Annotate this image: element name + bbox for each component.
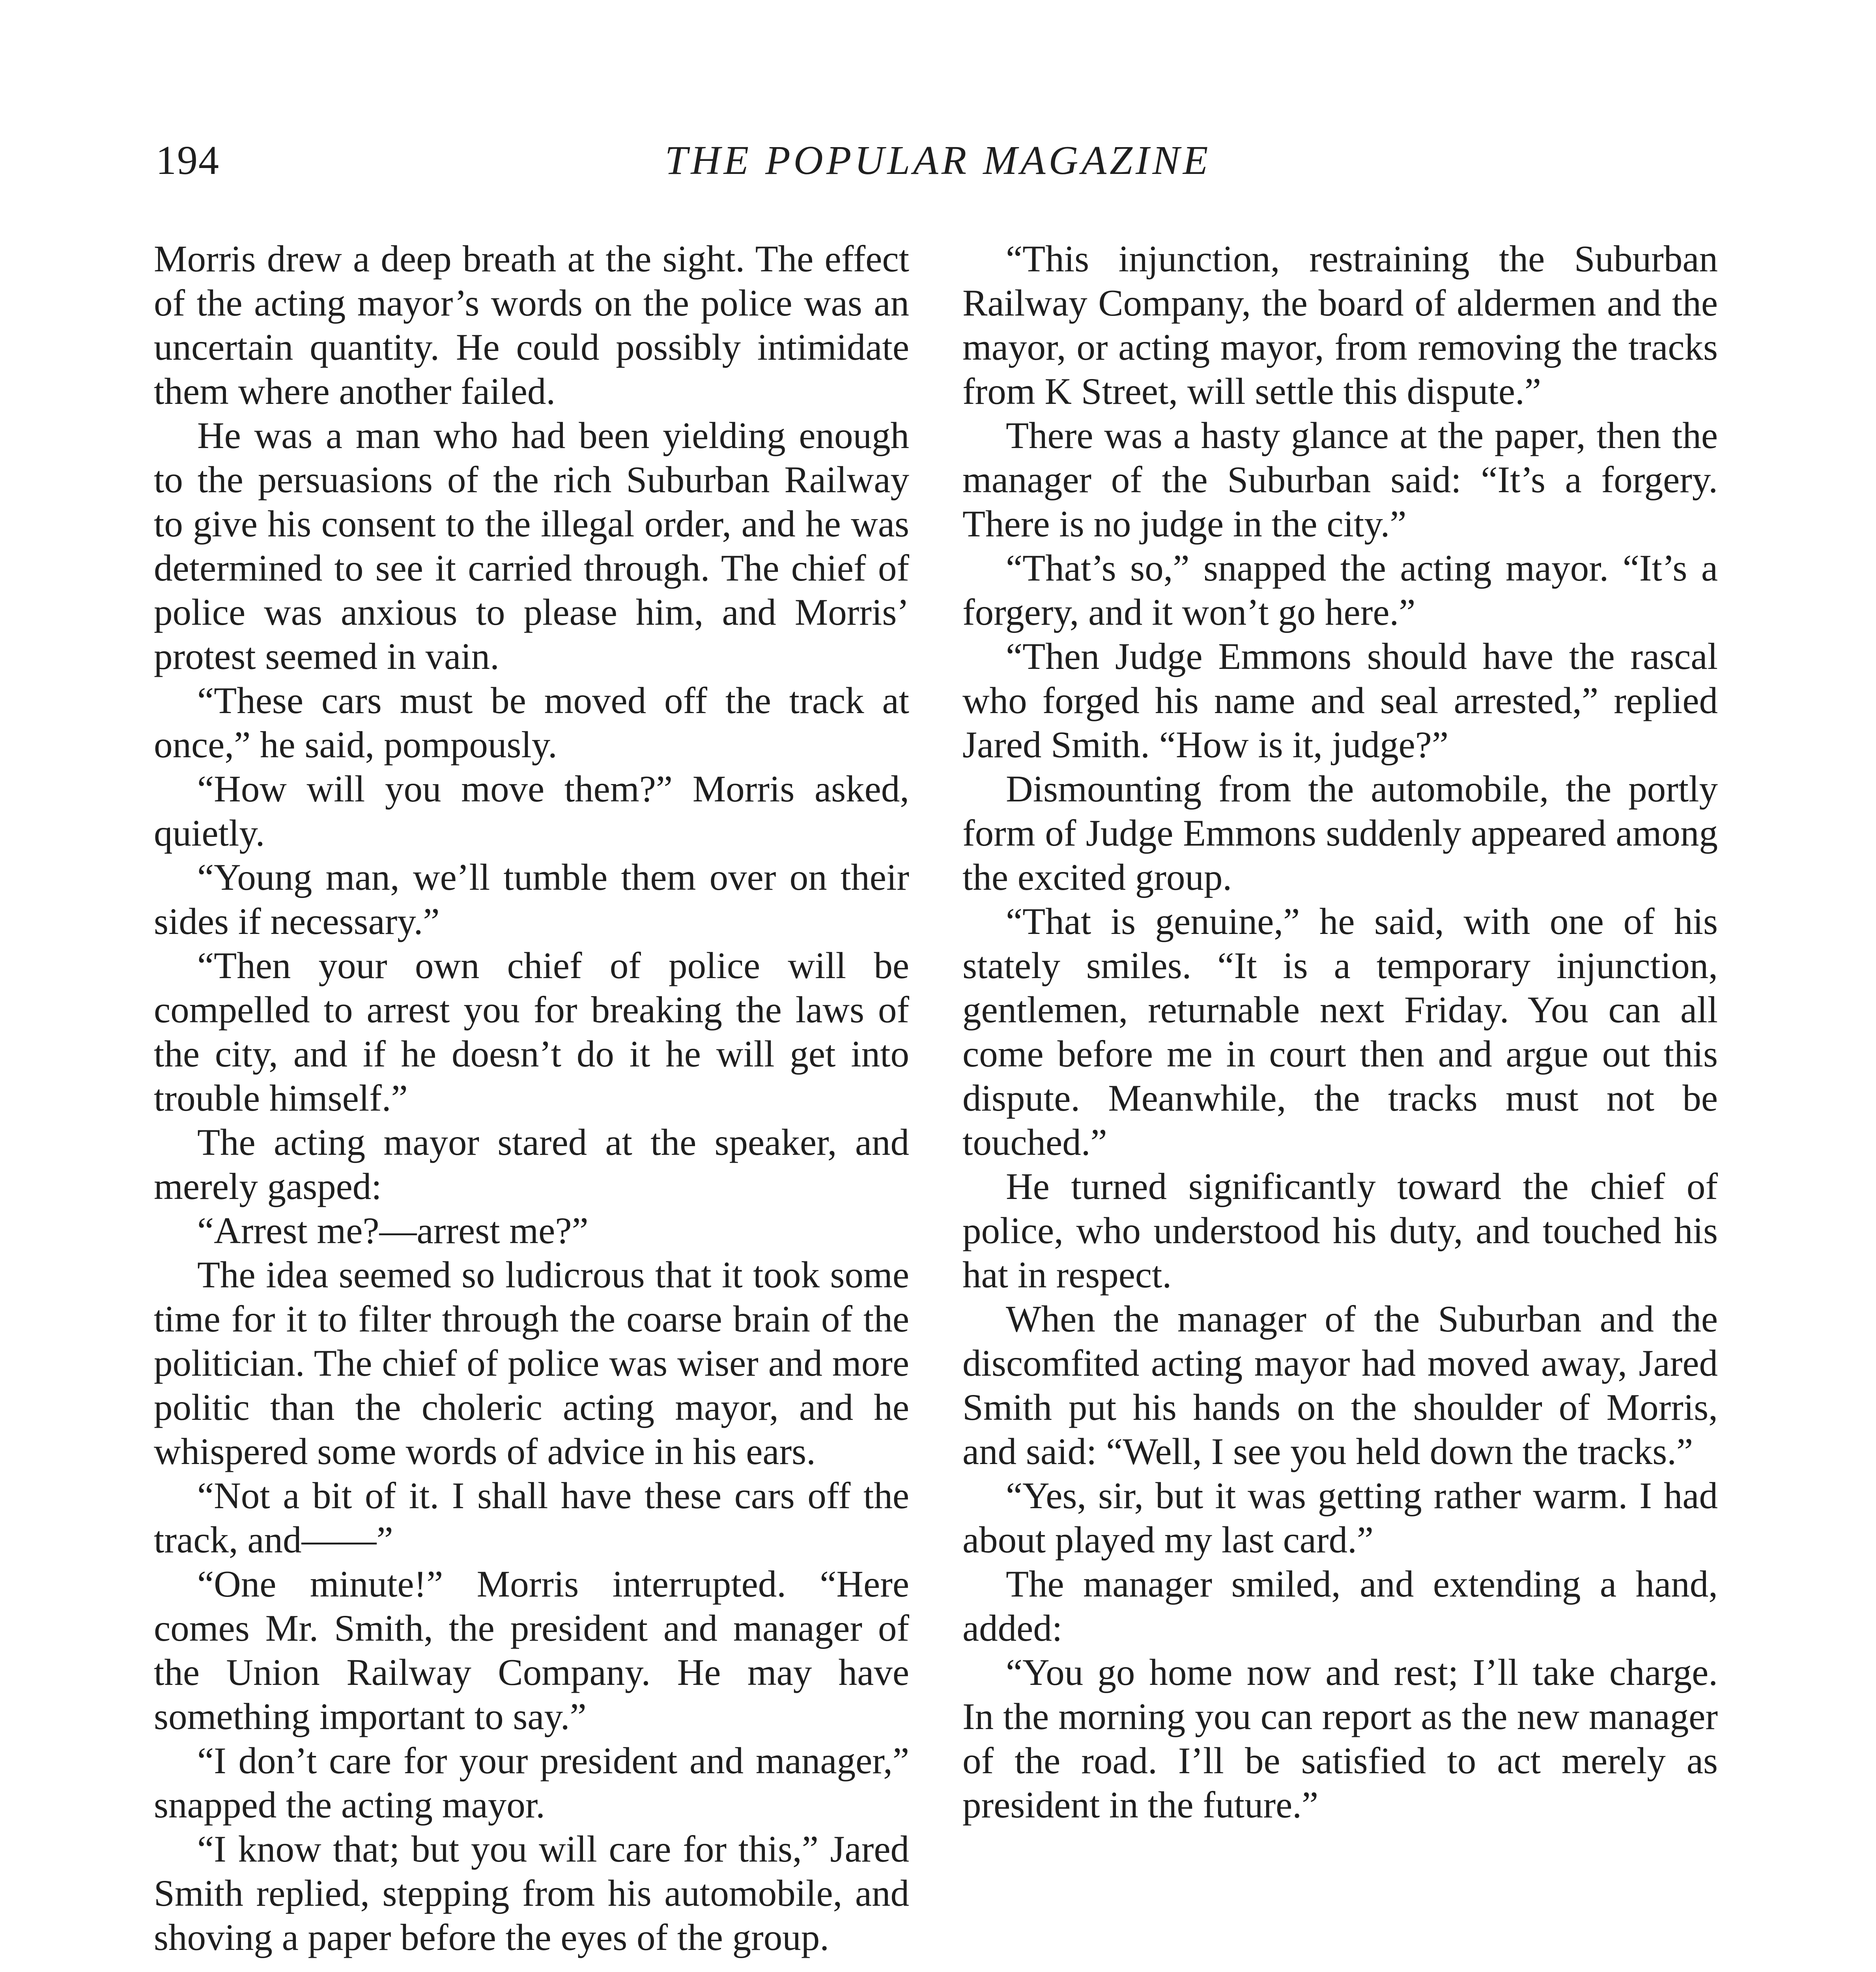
paragraph: “That’s so,” snapped the acting mayor. “It’s a forgery, and it won’t go here.” <box>962 547 1718 633</box>
paragraph: “How will you move them?” Morris asked, quietly. <box>154 768 909 854</box>
paragraph: Dismounting from the automobile, the portly form of Judge Emmons suddenly appeared among the excited group. <box>962 768 1718 898</box>
paragraph: “Yes, sir, but it was getting rather warm. I had about played my last card.” <box>962 1475 1718 1561</box>
paragraph: “Young man, we’ll tumble them over on their sides if necessary.” <box>154 856 909 942</box>
page-header <box>156 140 1720 203</box>
paragraph: “You go home now and rest; I’ll take charge. In the morning you can report as the new manager of the road. I’ll be satisfied to act merely as president in the future.” <box>962 1651 1718 1826</box>
paragraph: He was a man who had been yielding enough to the persuasions of the rich Suburban Railway to give his consent to the illegal order, and he was determined to see it carried through. The chief of police was anxious to please him, and Morris’ protest seemed in vain. <box>154 415 909 677</box>
paragraph: “This injunction, restraining the Suburban Railway Company, the board of aldermen and the mayor, or acting mayor, from removing the tracks from K Street, will settle this dispute.” <box>962 238 1718 412</box>
paragraph: “I don’t care for your president and manager,” snapped the acting mayor. <box>154 1740 909 1826</box>
paragraph: “These cars must be moved off the track at once,” he said, pompously. <box>154 680 909 766</box>
paragraph: “That is genuine,” he said, with one of his stately smiles. “It is a temporary injunction, gentlemen, returnable next Friday. You can all come before me in court then and argue out this dispute. Meanwhile, the tracks must not be touched.” <box>962 900 1718 1163</box>
paragraph: “One minute!” Morris interrupted. “Here comes Mr. Smith, the president and manager of the Union Railway Company. He may have something important to say.” <box>154 1563 909 1737</box>
paragraph: Morris drew a deep breath at the sight. The effect of the acting mayor’s words on the police was an uncertain quantity. He could possibly intimidate them where another failed. <box>154 238 909 412</box>
page-number: 194 <box>156 138 220 183</box>
running-title: THE POPULAR MAGAZINE <box>665 138 1211 183</box>
paragraph: The idea seemed so ludicrous that it took some time for it to filter through the coarse brain of the politician. The chief of police was wiser and more politic than the choleric acting mayor, and he whispered some words of advice in his ears. <box>154 1254 909 1472</box>
paragraph: When the manager of the Suburban and the discomfited acting mayor had moved away, Jared Smith put his hands on the shoulder of Morris, and said: “Well, I see you held down the tracks.” <box>962 1298 1718 1472</box>
paragraph: “Arrest me?—arrest me?” <box>197 1210 589 1251</box>
paragraph: The acting mayor stared at the speaker, and merely gasped: <box>154 1121 909 1207</box>
paragraph: “Then Judge Emmons should have the rascal who forged his name and seal arrested,” replied Jared Smith. “How is it, judge?” <box>962 635 1718 766</box>
paragraph: There was a hasty glance at the paper, then the manager of the Suburban said: “It’s a forgery. There is no judge in the city.” <box>962 415 1718 545</box>
paragraph: “Not a bit of it. I shall have these cars off the track, and——” <box>154 1475 909 1561</box>
right-column <box>962 237 1718 1827</box>
left-column <box>154 237 909 1959</box>
paragraph: The manager smiled, and extending a hand, added: <box>962 1563 1718 1649</box>
paragraph: “Then your own chief of police will be compelled to arrest you for breaking the laws of the city, and if he doesn’t do it he will get into trouble himself.” <box>154 945 909 1119</box>
paragraph: He turned significantly toward the chief of police, who understood his duty, and touched his hat in respect. <box>962 1165 1718 1296</box>
paragraph: “I know that; but you will care for this,” Jared Smith replied, stepping from his automobile, and shoving a paper before the eyes of the group. <box>154 1828 909 1958</box>
